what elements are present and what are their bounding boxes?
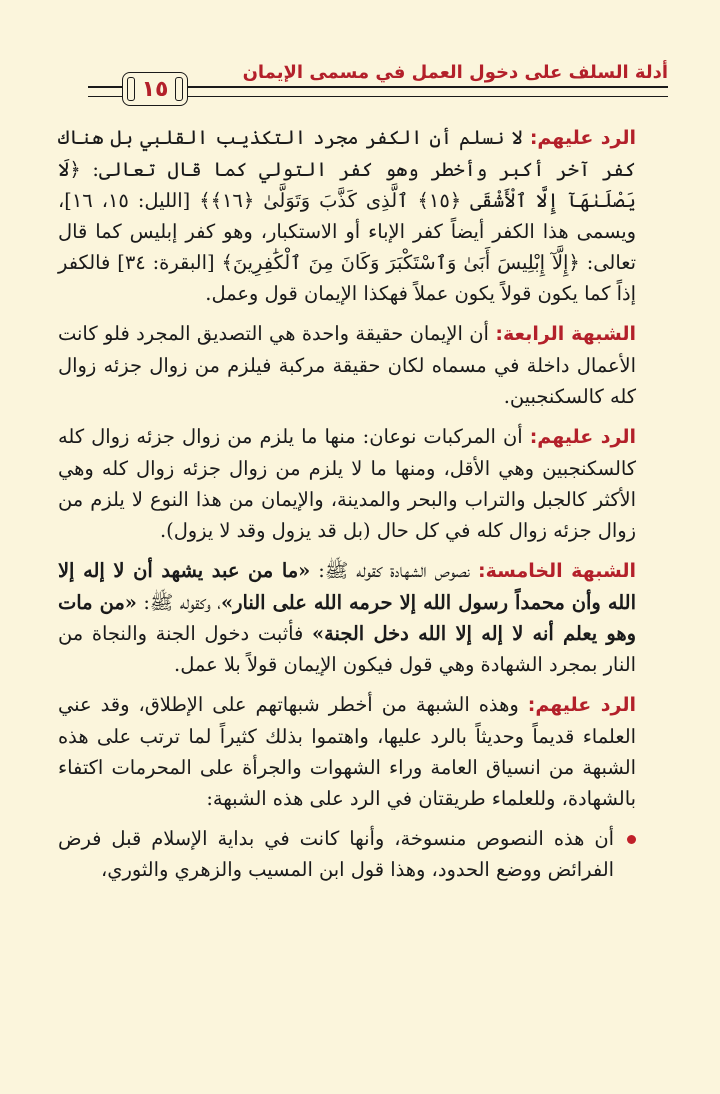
list-item (58, 823, 636, 885)
paragraph-doubt-4 (58, 318, 636, 412)
list-item-text: أن هذه النصوص منسوخة، وأنها كانت في بداية الإسلام قبل فرض الفرائض ووضع الحدود، وهذا قول ابن المسيب والزهري والثوري، (58, 827, 614, 881)
paragraph-text: وهذه الشبهة من أخطر شبهاتهم على الإطلاق، وقد عني العلماء قديماً وحديثاً بالرد عليها، واهتموا بذلك كثيراً لما ترتب على هذه الشبهة من انسياق العامة وراء الشهوات والجرأة على المحرمات اكتفاء بالشهادة، وللعلماء طريقتان في الرد على هذه الشبهة: (58, 693, 636, 810)
paragraph-label: الرد عليهم: (529, 127, 636, 149)
page-body (58, 122, 636, 894)
paragraph-text: نصوص الشهادة كقوله ﷺ: (310, 559, 470, 582)
running-title: أدلة السلف على دخول العمل في مسمى الإيمان (242, 62, 668, 83)
paragraph-label: الشبهة الرابعة: (495, 323, 636, 345)
paragraph-text: فأثبت دخول الجنة والنجاة من النار بمجرد الشهادة وهي قول فيكون الإيمان قولاً بلا عمل. (58, 622, 636, 676)
paragraph-doubt-5 (58, 555, 636, 680)
paragraph-rebuttal-2 (58, 421, 636, 546)
hadith-quote: «ما من عبد يشهد أن لا إله إلا الله وأن محمداً رسول الله إلا حرمه الله على النار» (58, 559, 636, 614)
paragraph-text: أن المركبات نوعان: منها ما يلزم من زوال جزئه زوال كله كالسكنجبين وهي الأقل، ومنها ما لا يلزم من زوال جزئه زوال كله وهي الأكثر كالجبل والتراب والبحر والمدينة، والإيمان من هذا النوع لا يلزم من زوال جزئه زوال كله في كل حال (بل قد يزول وقد لا يزول). (58, 425, 636, 542)
paragraph-text: أن الإيمان حقيقة واحدة هي التصديق المجرد فلو كانت الأعمال داخلة في مسماه لكان حقيقة مركبة فيلزم من زوال جزئه زوال كله كالسكنجبين. (58, 322, 636, 408)
paragraph-rebuttal-3 (58, 689, 636, 814)
bullet-icon (627, 835, 636, 844)
paragraph-text: ، وكقوله ﷺ: (136, 591, 222, 614)
page-number: ١٥ (141, 76, 169, 102)
paragraph-text: لا نسلم أن الكفر مجرد التكذيب القلبي بل هناك كفر آخر أكبر وأخطر وهو كفر التولي كما قال تعالى: ﴿لَا يَصْلَىٰهَآ إِلَّا ٱلْأَشْقَى ﴿١٥﴾ ٱلَّذِى كَذَّبَ وَتَوَلَّىٰ ﴿١٦﴾﴾ [الليل: ١٥، ١٦]، ويسمى هذا الكفر أيضاً كفر الإباء أو الاستكبار، وهو كفر إبليس كما قال تعالى: ﴿إِلَّآ إِبْلِيسَ أَبَىٰ وَٱسْتَكْبَرَ وَكَانَ مِنَ ٱلْكَٰفِرِينَ﴾ [البقرة: ٣٤] فالكفر إذاً كما يكون قولاً يكون عملاً فهكذا الإيمان قول وعمل. (58, 126, 636, 305)
paragraph-label: الرد عليهم: (529, 426, 636, 448)
paragraph-label: الرد عليهم: (527, 694, 636, 716)
page-header (88, 62, 668, 112)
page-number-frame (122, 72, 188, 106)
hadith-quote: «من مات وهو يعلم أنه لا إله إلا الله دخل الجنة» (58, 591, 636, 645)
paragraph-rebuttal-1 (58, 122, 636, 309)
paragraph-label: الشبهة الخامسة: (477, 560, 636, 582)
